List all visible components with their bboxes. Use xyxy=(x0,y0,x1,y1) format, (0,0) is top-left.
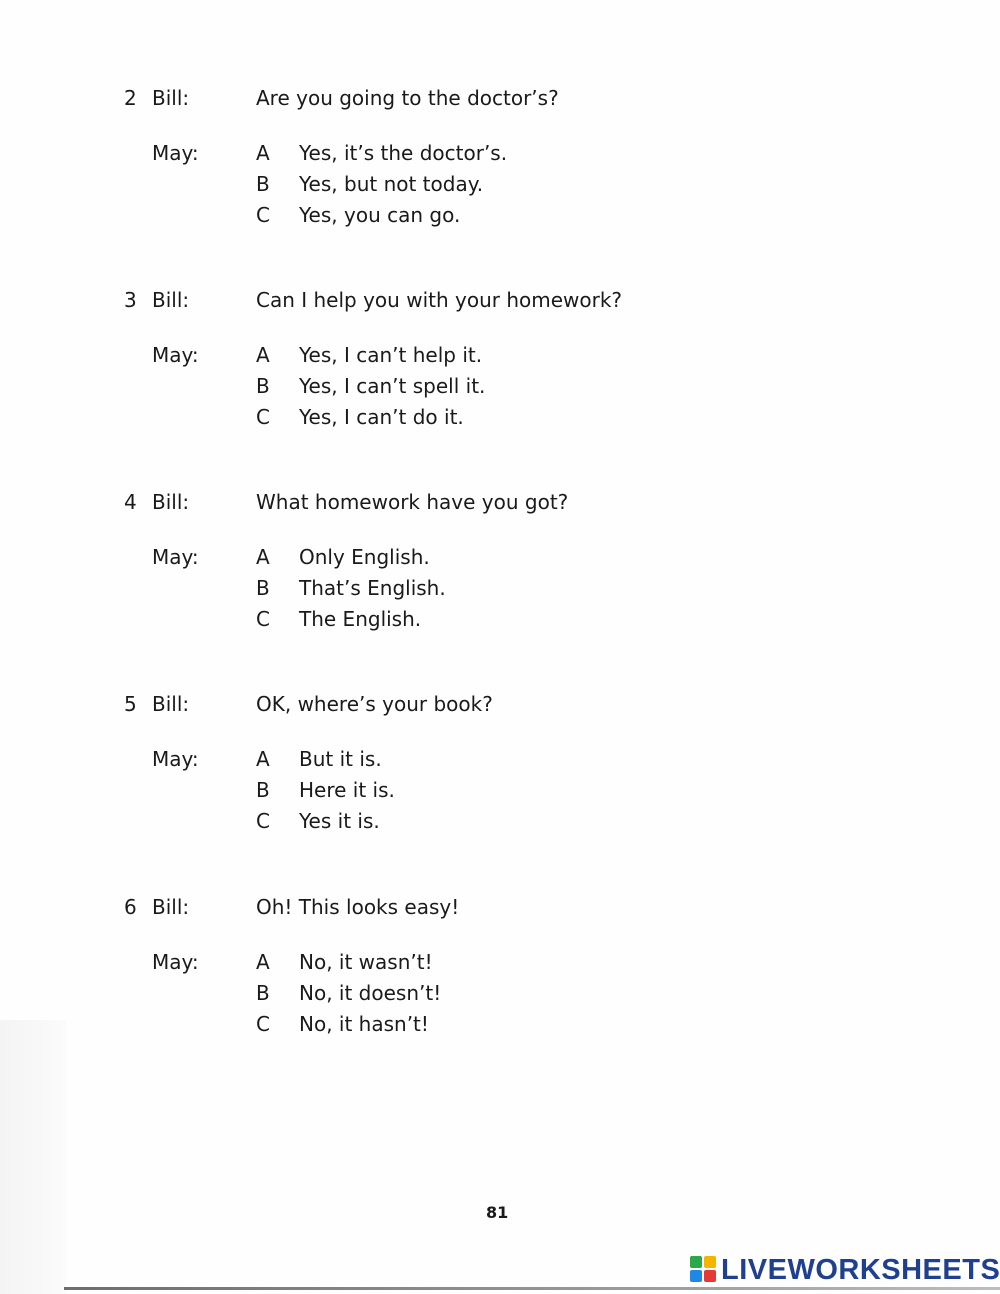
option-text: Yes, I can’t help it. xyxy=(299,343,483,367)
option-c[interactable] xyxy=(256,1010,756,1038)
option-c[interactable] xyxy=(256,201,756,229)
option-letter: C xyxy=(256,203,270,227)
option-a[interactable] xyxy=(256,139,756,167)
option-b[interactable] xyxy=(256,372,756,400)
question-prompt: Can I help you with your homework? xyxy=(256,288,623,312)
question-prompt: Are you going to the doctor’s? xyxy=(256,86,559,110)
option-text: Yes, it’s the doctor’s. xyxy=(299,141,508,165)
option-text: Yes it is. xyxy=(299,809,380,833)
speaker-may: May: xyxy=(152,141,199,165)
speaker-bill: Bill: xyxy=(152,86,190,110)
option-letter: B xyxy=(256,374,270,398)
option-letter: B xyxy=(256,981,270,1005)
speaker-bill: Bill: xyxy=(152,895,190,919)
option-a[interactable] xyxy=(256,341,756,369)
option-text: No, it doesn’t! xyxy=(299,981,442,1005)
speaker-may: May: xyxy=(152,950,199,974)
speaker-may: May: xyxy=(152,343,199,367)
option-b[interactable] xyxy=(256,170,756,198)
option-text: Only English. xyxy=(299,545,430,569)
option-text: No, it wasn’t! xyxy=(299,950,433,974)
option-letter: B xyxy=(256,172,270,196)
question-prompt: Oh! This looks easy! xyxy=(256,895,460,919)
scan-bottom-edge xyxy=(64,1287,1000,1290)
speaker-may: May: xyxy=(152,747,199,771)
page-number: 81 xyxy=(486,1203,509,1222)
question-5 xyxy=(0,690,1000,860)
liveworksheets-watermark xyxy=(690,1253,1000,1287)
question-number: 3 xyxy=(124,288,137,312)
option-letter: B xyxy=(256,576,270,600)
question-2 xyxy=(0,84,1000,254)
option-text: No, it hasn’t! xyxy=(299,1012,429,1036)
option-text: Yes, I can’t do it. xyxy=(299,405,464,429)
option-b[interactable] xyxy=(256,776,756,804)
question-number: 5 xyxy=(124,692,137,716)
option-letter: A xyxy=(256,545,270,569)
option-letter: C xyxy=(256,1012,270,1036)
option-text: Here it is. xyxy=(299,778,395,802)
option-letter: C xyxy=(256,607,270,631)
question-number: 2 xyxy=(124,86,137,110)
option-text: Yes, I can’t spell it. xyxy=(299,374,486,398)
speaker-bill: Bill: xyxy=(152,490,190,514)
question-number: 4 xyxy=(124,490,137,514)
option-a[interactable] xyxy=(256,745,756,773)
option-a[interactable] xyxy=(256,948,756,976)
option-c[interactable] xyxy=(256,403,756,431)
question-6 xyxy=(0,893,1000,1063)
question-4 xyxy=(0,488,1000,658)
question-3 xyxy=(0,286,1000,456)
option-text: The English. xyxy=(299,607,422,631)
option-text: Yes, you can go. xyxy=(299,203,461,227)
question-prompt: OK, where’s your book? xyxy=(256,692,493,716)
question-prompt: What homework have you got? xyxy=(256,490,569,514)
liveworksheets-logo-icon xyxy=(690,1256,718,1284)
option-letter: C xyxy=(256,405,270,429)
option-text: But it is. xyxy=(299,747,382,771)
option-letter: A xyxy=(256,747,270,771)
option-c[interactable] xyxy=(256,807,756,835)
speaker-bill: Bill: xyxy=(152,692,190,716)
option-letter: A xyxy=(256,343,270,367)
option-b[interactable] xyxy=(256,979,756,1007)
option-c[interactable] xyxy=(256,605,756,633)
watermark-text: LIVEWORKSHEETS xyxy=(721,1254,1000,1286)
question-number: 6 xyxy=(124,895,137,919)
option-text: Yes, but not today. xyxy=(299,172,484,196)
option-b[interactable] xyxy=(256,574,756,602)
speaker-may: May: xyxy=(152,545,199,569)
option-letter: C xyxy=(256,809,270,833)
speaker-bill: Bill: xyxy=(152,288,190,312)
option-a[interactable] xyxy=(256,543,756,571)
option-letter: A xyxy=(256,950,270,974)
option-letter: B xyxy=(256,778,270,802)
option-letter: A xyxy=(256,141,270,165)
option-text: That’s English. xyxy=(299,576,446,600)
